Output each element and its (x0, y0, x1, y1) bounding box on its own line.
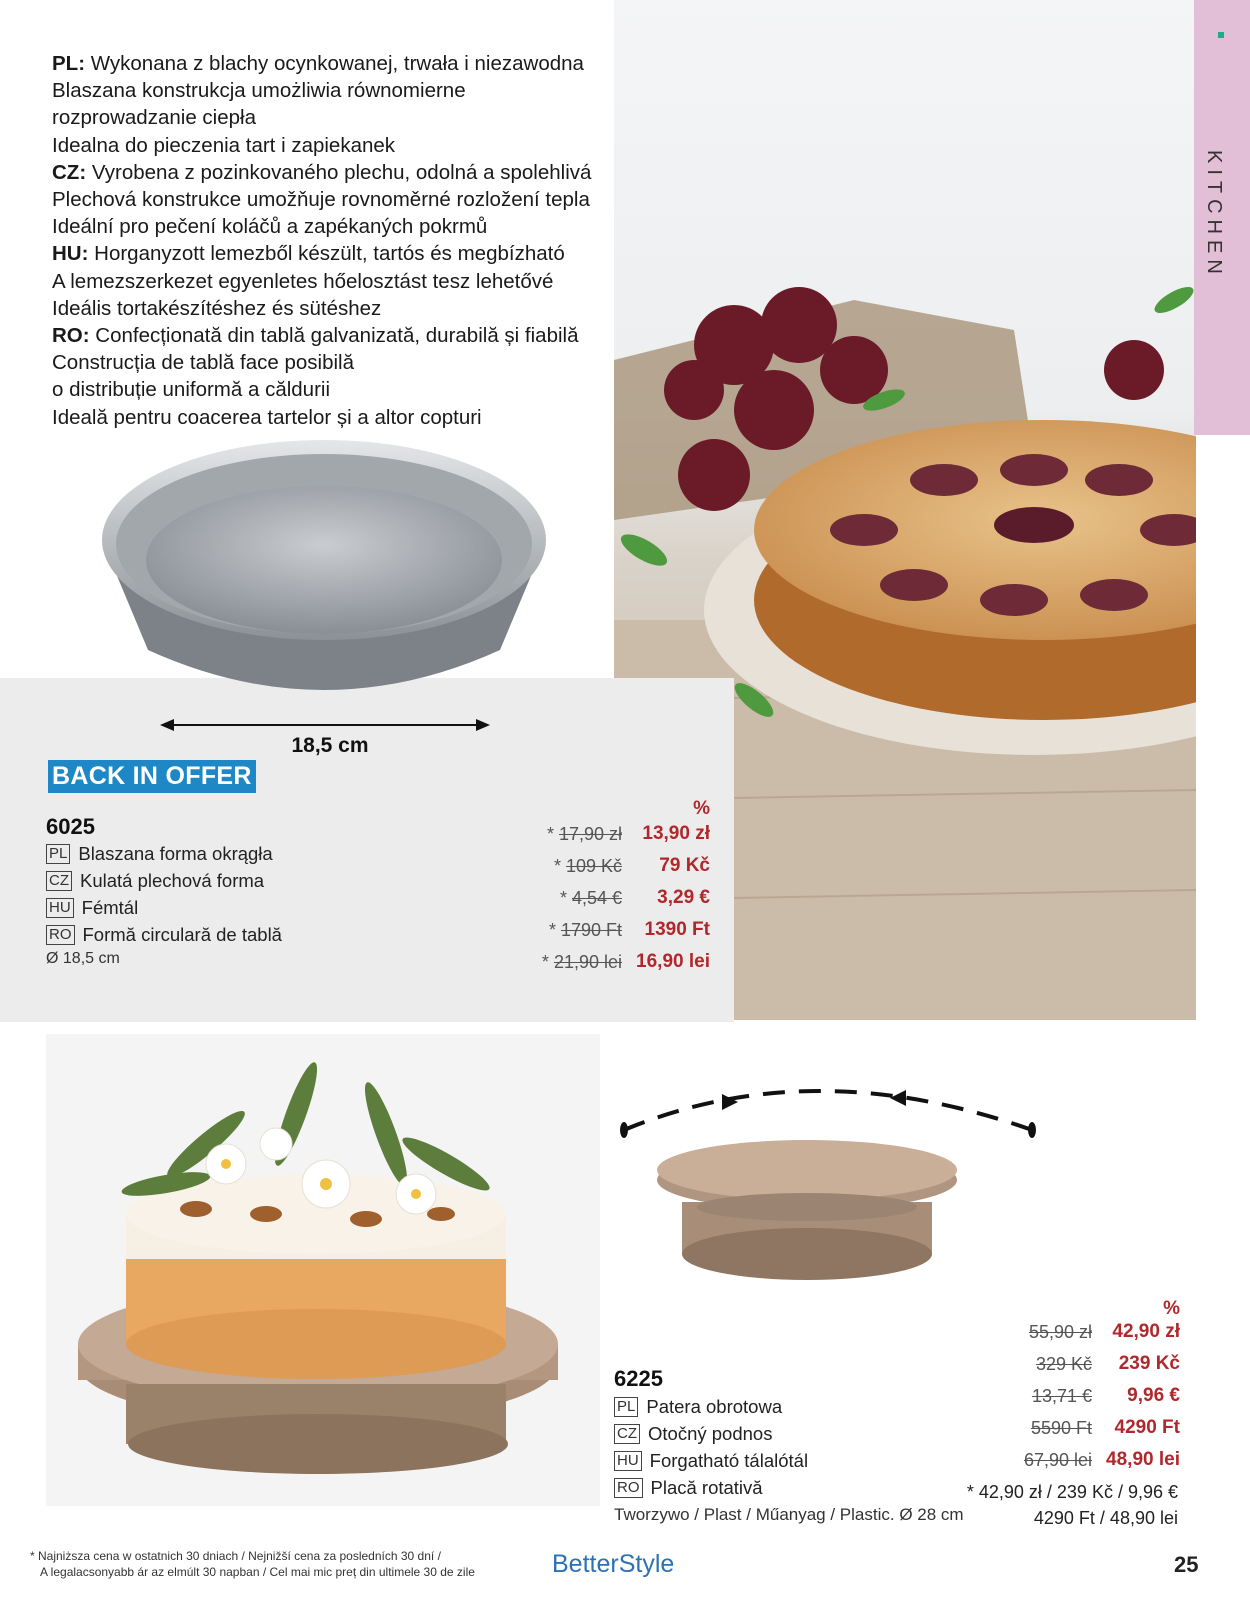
language-code-box: CZ (46, 871, 72, 891)
language-code-box: RO (614, 1478, 643, 1498)
price-row (990, 1412, 1180, 1444)
description-line (52, 159, 612, 186)
description-text: Wykonana z blachy ocynkowanej, trwała i niezawodna (85, 52, 584, 75)
back-in-offer-badge: BACK IN OFFER (48, 760, 256, 793)
product-name: Patera obrotowa (646, 1395, 783, 1417)
product-name: Kulatá plechová forma (80, 869, 265, 891)
description-text: Ideální pro pečení koláčů a zapékaných pokrmů (52, 215, 488, 239)
product-name-row (46, 840, 282, 867)
description-line (52, 132, 612, 159)
description-text: Construcția de tablă face posibilă (52, 351, 354, 375)
old-price: 21,90 lei (553, 951, 622, 972)
old-price: 67,90 lei (1023, 1449, 1092, 1470)
product-code: 6025 (46, 814, 95, 839)
language-prefix: RO: (52, 324, 90, 348)
cake-illustration (46, 1034, 600, 1506)
product-name-row (614, 1393, 808, 1420)
description-line (52, 376, 612, 403)
new-price: 79 Kč (659, 855, 710, 876)
price-list (520, 818, 710, 978)
asterisk-icon: * (541, 951, 554, 972)
description-line (52, 50, 612, 77)
language-code-box: PL (46, 844, 70, 864)
new-price: 16,90 lei (636, 951, 710, 972)
turntable-image (612, 1082, 1052, 1312)
description-line (52, 295, 612, 322)
asterisk-icon: * (546, 823, 559, 844)
product-name-row (614, 1474, 808, 1501)
product-name-row (46, 867, 282, 894)
price-row (520, 914, 710, 946)
product-name: Fémtál (81, 896, 139, 918)
asterisk-icon: * (559, 887, 572, 908)
description-text: Idealna do pieczenia tart i zapiekanek (52, 133, 396, 157)
product-name-row (46, 921, 282, 948)
product-name-row (614, 1420, 808, 1447)
description-text: Ideális tortakészítéshez és sütéshez (52, 296, 382, 320)
new-price: 42,90 zł (1112, 1321, 1180, 1342)
description-line (52, 213, 612, 240)
asterisk-icon: * (553, 855, 566, 876)
description-line (52, 349, 612, 376)
new-price: 13,90 zł (642, 823, 710, 844)
price-row (990, 1380, 1180, 1412)
dimension-label: 18,5 cm (291, 734, 369, 757)
product-name: Placă rotativă (650, 1476, 763, 1498)
price-row (990, 1348, 1180, 1380)
price-row (990, 1444, 1180, 1476)
kitchen-side-tab (1194, 0, 1250, 435)
price-footnote (30, 1548, 475, 1580)
old-price: 17,90 zł (558, 823, 622, 844)
language-prefix: CZ: (52, 160, 87, 184)
price-row (520, 850, 710, 882)
product-name: Blaszana forma okrągła (78, 842, 273, 864)
discount-percent-icon: % (693, 798, 710, 819)
baking-pan-image (100, 440, 548, 715)
old-price: 55,90 zł (1028, 1321, 1092, 1342)
new-price: 4290 Ft (1114, 1417, 1180, 1438)
description-text: Blaszana konstrukcja umożliwia równomierne (52, 79, 466, 103)
language-code-box: PL (614, 1397, 638, 1417)
page-number: 25 (1174, 1552, 1199, 1577)
old-price: 329 Kč (1035, 1353, 1092, 1374)
cake-on-turntable-photo (46, 1034, 600, 1506)
description-text: rozprowadzanie ciepła (52, 106, 256, 130)
product-name-row (614, 1447, 808, 1474)
description-line (52, 186, 612, 213)
material-note: Tworzywo / Plast / Műanyag / Plastic. Ø 28 cm (614, 1505, 964, 1524)
betterstyle-logo: BetterStyle (552, 1550, 675, 1578)
product-names (46, 840, 282, 948)
kitchen-tab-label: KITCHEN (1203, 150, 1225, 280)
new-price: 239 Kč (1118, 1353, 1180, 1374)
lowest-price-line-2: 4290 Ft / 48,90 lei (1033, 1508, 1178, 1528)
description-line (52, 322, 612, 349)
description-line (52, 104, 612, 131)
old-price: 109 Kč (565, 855, 622, 876)
product-code-2: 6225 (614, 1366, 663, 1391)
language-code-box: HU (614, 1451, 642, 1471)
price-list-2 (990, 1316, 1180, 1476)
description-text: Ideală pentru coacerea tartelor și a altor copturi (52, 405, 482, 429)
footnote-line-2: A legalacsonyabb ár az elmúlt 30 napban / Cel mai mic preț din ultimele 30 de zile (40, 1565, 475, 1579)
product-description (52, 50, 612, 431)
description-text: o distribuție uniformă a căldurii (52, 378, 331, 402)
language-prefix: HU: (52, 242, 89, 266)
old-price: 13,71 € (1031, 1385, 1092, 1406)
new-price: 3,29 € (657, 887, 710, 908)
language-code-box: HU (46, 898, 74, 918)
description-text: Confecționată din tablă galvanizată, durabilă și fiabilă (89, 324, 579, 348)
price-row (990, 1316, 1180, 1348)
product-name: Otočný podnos (648, 1422, 773, 1444)
product-name-row (46, 894, 282, 921)
description-line (52, 77, 612, 104)
old-price: 4,54 € (571, 887, 622, 908)
asterisk-icon: * (548, 919, 561, 940)
price-row (520, 882, 710, 914)
lowest-price-line-1: * 42,90 zł / 239 Kč / 9,96 € (966, 1482, 1178, 1502)
footnote-line-1: * Najniższa cena w ostatnich 30 dniach / Nejnižší cena za posledních 30 dní / (30, 1549, 441, 1563)
product-name: Forgatható tálalótál (649, 1449, 809, 1471)
price-row (520, 818, 710, 850)
description-line (52, 268, 612, 295)
description-line (52, 404, 612, 431)
product-name: Formă circulară de tablă (82, 923, 282, 945)
old-price: 5590 Ft (1030, 1417, 1092, 1438)
corner-mark-icon (1218, 32, 1224, 38)
description-line (52, 240, 612, 267)
description-text: Vyrobena z pozinkovaného plechu, odolná a spolehlivá (86, 160, 592, 184)
language-prefix: PL: (52, 52, 86, 75)
discount-percent-icon-2: % (1163, 1298, 1180, 1319)
description-text: Plechová konstrukce umožňuje rovnoměrné rozložení tepla (52, 188, 590, 212)
description-text: A lemezszerkezet egyenletes hőelosztást tesz lehetővé (52, 269, 554, 293)
description-text: Horganyzott lemezből készült, tartós és megbízható (88, 242, 565, 266)
new-price: 1390 Ft (644, 919, 710, 940)
size-note: Ø 18,5 cm (46, 950, 120, 967)
language-code-box: CZ (614, 1424, 640, 1444)
old-price: 1790 Ft (560, 919, 622, 940)
new-price: 9,96 € (1127, 1385, 1180, 1406)
language-code-box: RO (46, 925, 75, 945)
new-price: 48,90 lei (1106, 1449, 1180, 1470)
product-names-2 (614, 1393, 808, 1501)
price-row (520, 946, 710, 978)
